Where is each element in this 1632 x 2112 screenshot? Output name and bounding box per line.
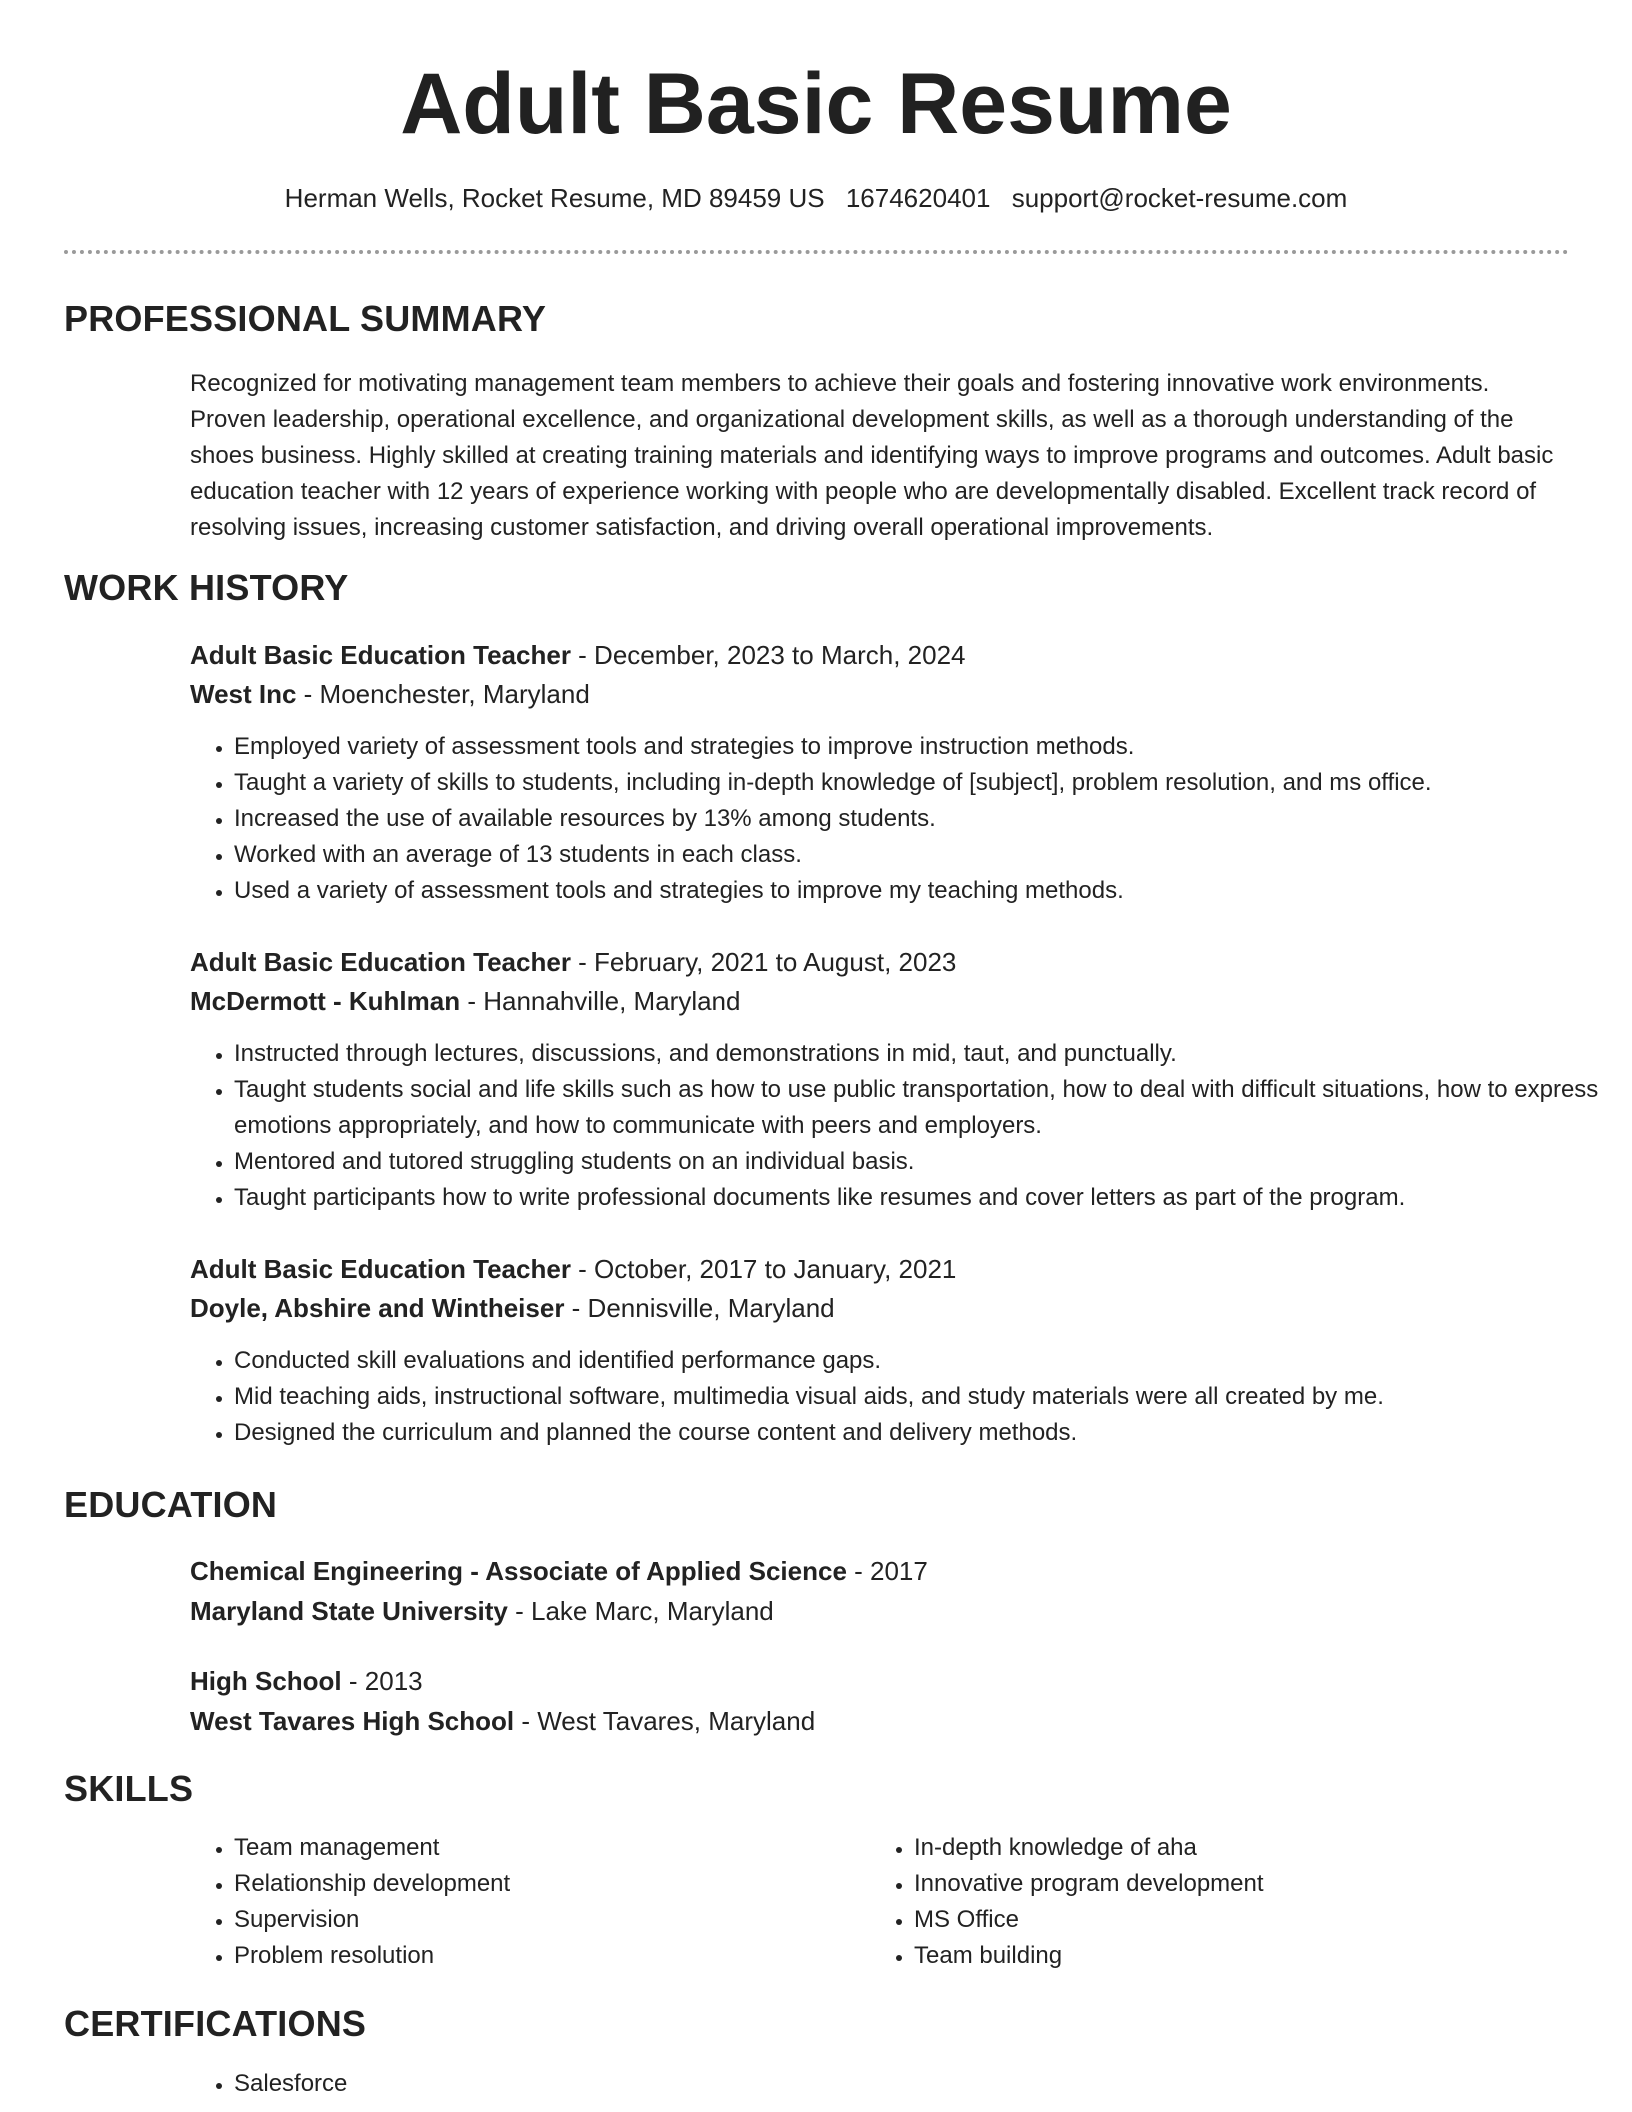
job-title-line [190,944,956,980]
skill-item: • In-depth knowledge of aha [914,1830,1554,1866]
job-bullets [190,1036,1614,1216]
skills-list-left [190,1830,834,1974]
job-dates: - October, 2017 to January, 2021 [570,1254,957,1284]
certifications-list [190,2066,1614,2102]
job-company-line [190,983,740,1019]
job-company-line [190,1290,835,1326]
skill-item: • Relationship development [234,1866,834,1902]
job-title-line [190,637,965,673]
skills-list-right [870,1830,1554,1974]
job-dates: - December, 2023 to March, 2024 [570,640,966,670]
contact-email[interactable]: support@rocket-resume.com [1011,183,1348,213]
list-item: • Conducted skill evaluations and identified performance gaps. [234,1343,1614,1379]
education-degree: High School [190,1666,342,1696]
section-title-work-history: WORK HISTORY [64,567,349,608]
education-location: - Lake Marc, Maryland [507,1596,774,1626]
job-location: - Moenchester, Maryland [296,679,590,709]
section-title-education: EDUCATION [64,1484,278,1525]
list-item: • Mentored and tutored struggling students on an individual basis. [234,1144,1614,1180]
job-title: Adult Basic Education Teacher [190,640,571,670]
section-title-summary: PROFESSIONAL SUMMARY [64,298,547,339]
list-item: • Taught a variety of skills to students, including in-depth knowledge of [subject], problem resolution, and ms office. [234,765,1614,801]
skill-item: • Team management [234,1830,834,1866]
skill-item: • Team building [914,1938,1554,1974]
contact-line [0,180,1632,216]
list-item: • Increased the use of available resources by 13% among students. [234,801,1614,837]
skill-item: • Problem resolution [234,1938,834,1974]
education-school-line [190,1593,774,1629]
contact-phone: 1674620401 [845,183,991,213]
education-degree: Chemical Engineering - Associate of Applied Science [190,1556,847,1586]
job-location: - Dennisville, Maryland [564,1293,835,1323]
job-company: McDermott - Kuhlman [190,986,461,1016]
job-bullets [190,1343,1614,1451]
job-bullets [190,729,1614,909]
job-company-line [190,676,590,712]
summary-text: Recognized for motivating management team members to achieve their goals and fostering innovative work environments. Proven leadership, operational excellence, and organizational development skills, as well as a thorough understanding of the shoes business. Highly skilled at creating training materials and identifying ways to improve programs and outcomes. Adult basic education teacher with 12 years of experience working with people who are developmentally disabled. Excellent track record of resolving issues, increasing customer satisfaction, and driving overall operational improvements. [190,370,1554,541]
education-school: Maryland State University [190,1596,508,1626]
education-degree-line [190,1663,423,1699]
list-item: • Mid teaching aids, instructional software, multimedia visual aids, and study materials were all created by me. [234,1379,1614,1415]
contact-address: Herman Wells, Rocket Resume, MD 89459 US [284,183,825,213]
list-item: • Designed the curriculum and planned the course content and delivery methods. [234,1415,1614,1451]
education-year: - 2013 [341,1666,423,1696]
list-item: • Taught students social and life skills such as how to use public transportation, how to deal with difficult situations, how to express emotions appropriately, and how to communicate with peers and employers. [234,1072,1614,1144]
job-dates: - February, 2021 to August, 2023 [570,947,957,977]
education-school: West Tavares High School [190,1706,515,1736]
job-title: Adult Basic Education Teacher [190,947,571,977]
education-degree-line [190,1553,928,1589]
education-location: - West Tavares, Maryland [514,1706,816,1736]
section-title-certifications: CERTIFICATIONS [64,2003,367,2044]
list-item: • Instructed through lectures, discussions, and demonstrations in mid, taut, and punctually. [234,1036,1614,1072]
job-company: West Inc [190,679,297,709]
education-year: - 2017 [846,1556,928,1586]
job-title-line [190,1251,956,1287]
list-item: • Taught participants how to write professional documents like resumes and cover letters as part of the program. [234,1180,1614,1216]
skill-item: • MS Office [914,1902,1554,1938]
list-item: • Worked with an average of 13 students in each class. [234,837,1614,873]
skill-item: • Supervision [234,1902,834,1938]
job-company: Doyle, Abshire and Wintheiser [190,1293,565,1323]
list-item: • Employed variety of assessment tools and strategies to improve instruction methods. [234,729,1614,765]
resume-title: Adult Basic Resume [400,56,1232,152]
section-title-skills: SKILLS [64,1768,194,1809]
job-location: - Hannahville, Maryland [460,986,741,1016]
skill-item: • Innovative program development [914,1866,1554,1902]
education-school-line [190,1703,815,1739]
certification-item: • Salesforce [234,2066,1614,2102]
list-item: • Used a variety of assessment tools and strategies to improve my teaching methods. [234,873,1614,909]
header-divider [64,250,1569,254]
job-title: Adult Basic Education Teacher [190,1254,571,1284]
